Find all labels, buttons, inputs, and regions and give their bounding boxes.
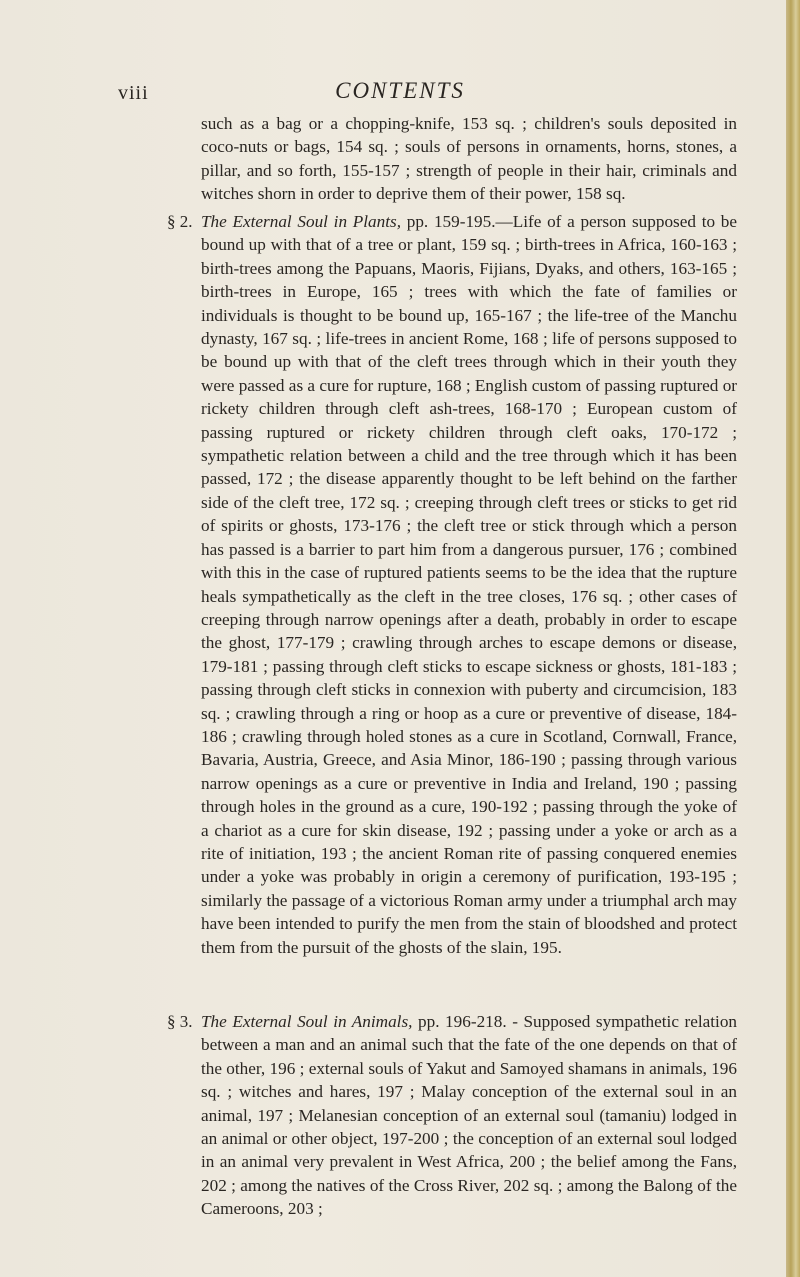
section-mark: § 3.	[167, 1012, 193, 1031]
running-head: CONTENTS	[335, 78, 465, 103]
contents-paragraph	[167, 210, 738, 959]
section-title: The External Soul in Plants,	[201, 212, 401, 231]
paragraph-body: —Life of a person supposed to be bound up with that of a tree or plant, 159 sq. ; birth-trees in Africa, 160-163 ; birth-trees among the Papuans, Maoris, Fijians, Dyaks, and others, 163-165 ; birth-trees in Europe, 165 ; trees with which the fate of families or individuals is thought to be bound up, 165-167 ; the life-tree of the Manchu dynasty, 167 sq. ; life-trees in ancient Rome, 168 ; life of persons supposed to be bound up with that of the cleft trees through which in their youth they were passed as a cure for rupture, 168 ; English custom of passing ruptured or rickety children through cleft ash-trees, 168-170 ; European custom of passing ruptured or rickety children through cleft oaks, 170-172 ; sympathetic relation between a child and the tree through which it has been passed, 172 ; the disease apparently thought to be left behind on the farther side of the cleft tree, 172 sq. ; creeping through cleft trees or sticks to get rid of spirits or ghosts, 173-176 ; the cleft tree or stick through which a person has passed is a barrier to part him from a dangerous pursuer, 176 ; combined with this in the case of ruptured patients seems to be the idea that the rupture heals sympathetically as the cleft in the tree closes, 176 sq. ; other cases of creeping through narrow openings after a death, probably in order to escape the ghost, 177-179 ; crawling through arches to escape demons or disease, 179-181 ; passing through cleft sticks to escape sickness or ghosts, 181-183 ; passing through cleft sticks in connexion with puberty and circumcision, 183 sq. ; crawling through a ring or hoop as a cure or preventive of disease, 184-186 ; crawling through holed stones as a cure in Scotland, Cornwall, France, Bavaria, Austria, Greece, and Asia Minor, 186-190 ; passing through various narrow openings as a cure or preventive in India and Ireland, 190 ; passing through holes in the ground as a cure, 190-192 ; passing through the yoke of a chariot as a cure for skin disease, 192 ; passing under a yoke or arch as a rite of initiation, 193 ; the ancient Roman rite of passing conquered enemies under a yoke was probably in origin a ceremony of purification, 193-195 ; similarly the passage of a victorious Roman army under a triumphal arch may have been intended to purify the men from the stain of bloodshed and protect them from the pursuit of the ghosts of the slain, 195.	[201, 212, 738, 957]
section-mark: § 2.	[167, 212, 193, 231]
paragraph-body: such as a bag or a chopping-knife, 153 sq. ; children's souls deposited in coco-nuts or bags, 154 sq. ; souls of persons in ornaments, horns, stones, a pillar, and so forth, 155-157 ; strength of people in their hair, criminals and witches shorn in order to deprive them of their power, 158 sq.	[201, 114, 737, 204]
section-pages: pp. 159-195.	[406, 212, 496, 231]
section-pages: pp. 196-218.	[418, 1012, 507, 1031]
section-title: The External Soul in Animals,	[201, 1012, 413, 1031]
contents-paragraph	[167, 1010, 738, 1221]
page-number: viii	[118, 82, 149, 104]
paragraph-body: - Supposed sympathetic relation between a man and an animal such that the fate of the one depends on that of the other, 196 ; external souls of Yakut and Samoyed shamans in animals, 196 sq. ; witches and hares, 197 ; Malay conception of the external soul in an animal, 197 ; Melanesian conception of an external soul (tamaniu) lodged in an animal or other object, 197-200 ; the conception of an external soul lodged in an animal very prevalent in West Africa, 200 ; the belief among the Fans, 202 ; among the natives of the Cross River, 202 sq. ; among the Balong of the Cameroons, 203 ;	[201, 1012, 738, 1219]
page-edge	[786, 0, 800, 1277]
contents-paragraph	[201, 112, 737, 206]
